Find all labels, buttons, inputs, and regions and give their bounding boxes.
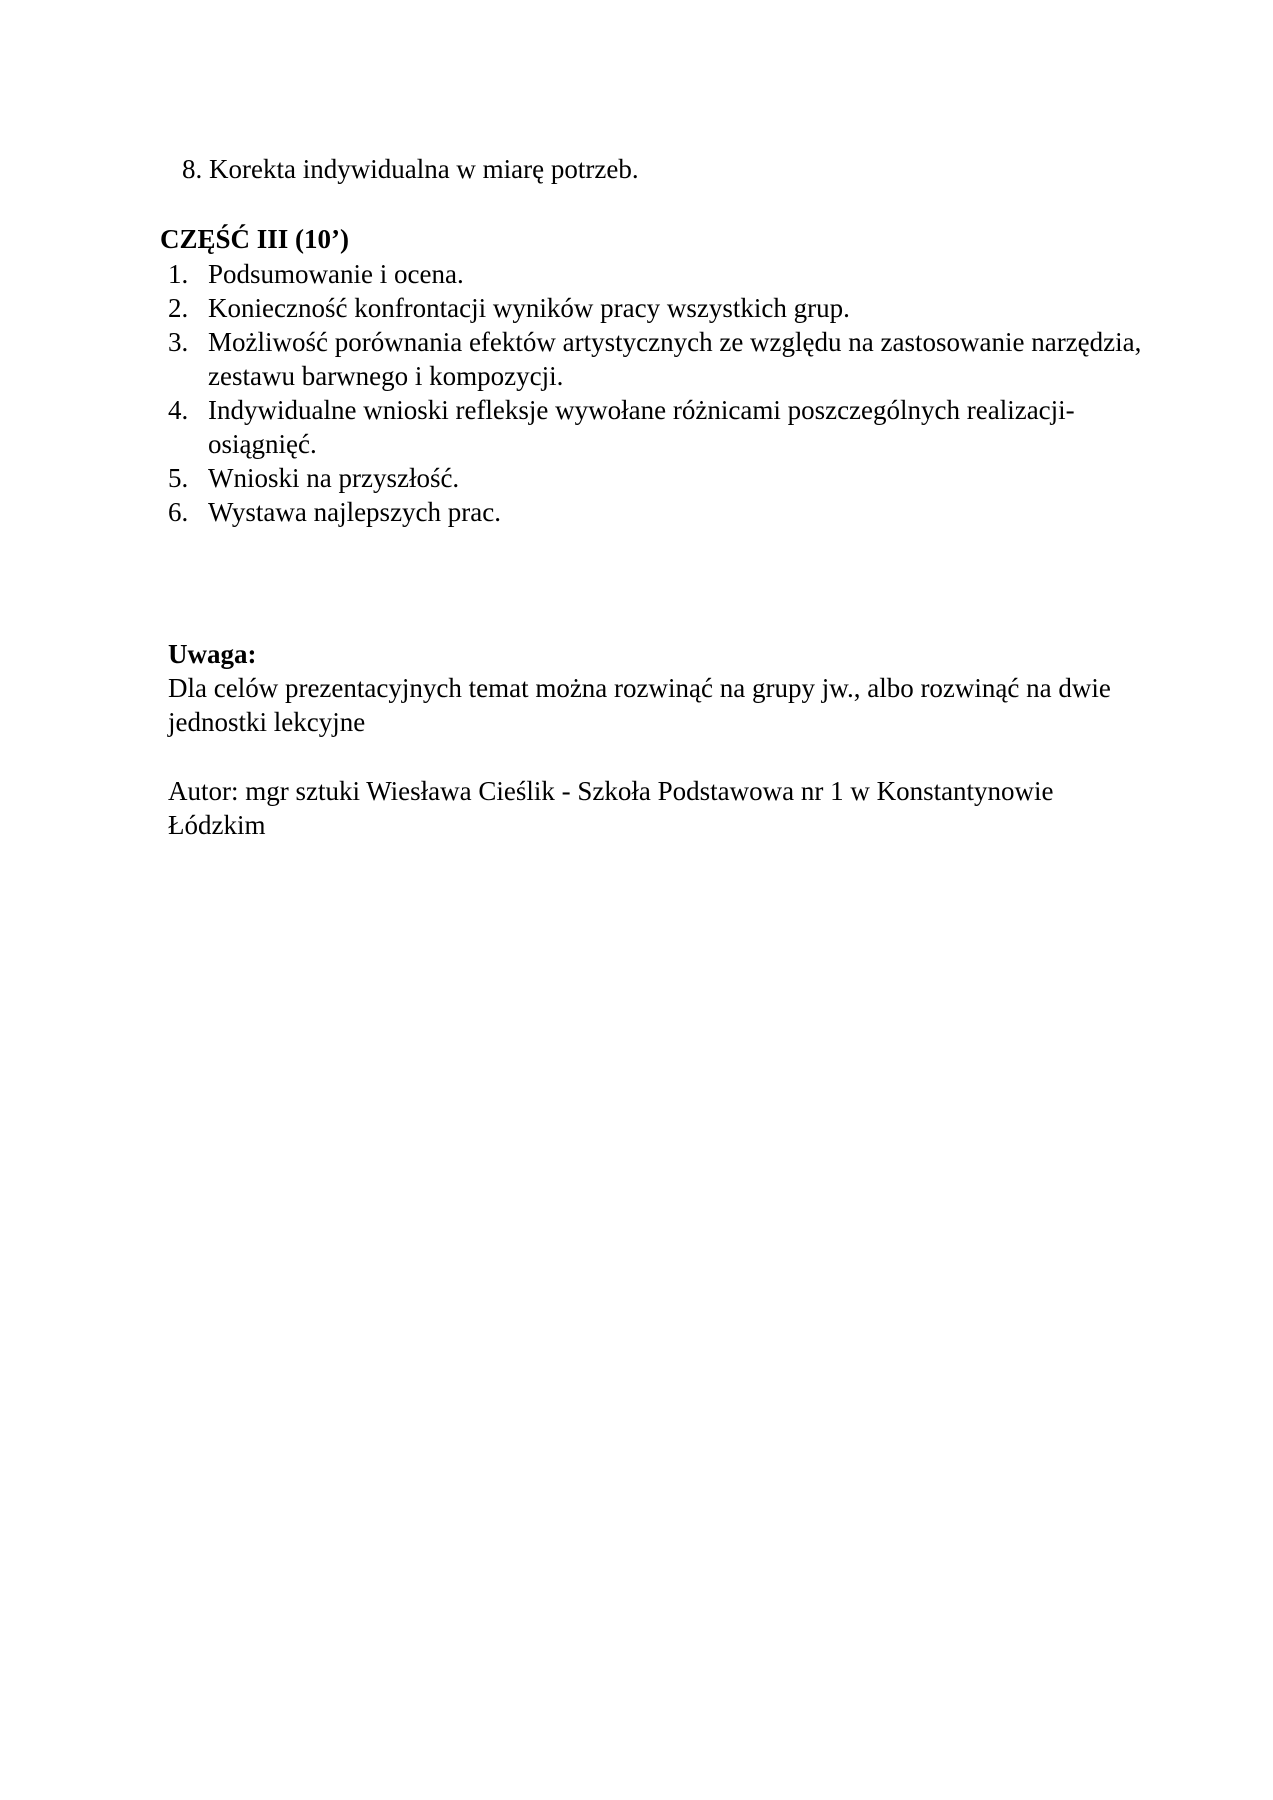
list-item-number: 6.: [168, 497, 189, 527]
note-block: [168, 637, 1128, 739]
list-item-text: Podsumowanie i ocena.: [208, 259, 464, 289]
list-item-number: 8.: [182, 154, 203, 184]
list-item: [160, 291, 1160, 325]
section-list: [160, 257, 1160, 529]
note-heading: Uwaga:: [168, 639, 257, 669]
list-item: [160, 495, 1160, 529]
list-item-number: 1.: [168, 259, 189, 289]
list-item-previous: [182, 152, 639, 186]
list-item-text: Korekta indywidualna w miarę potrzeb.: [209, 154, 639, 184]
list-item-number: 4.: [168, 395, 189, 425]
list-item-text: Indywidualne wnioski refleksje wywołane różnicami poszczególnych realizacji- osiągnięć.: [208, 395, 1075, 459]
list-item-text: Konieczność konfrontacji wyników pracy wszystkich grup.: [208, 293, 850, 323]
list-item-number: 3.: [168, 327, 189, 357]
author-line: Autor: mgr sztuki Wiesława Cieślik - Szkoła Podstawowa nr 1 w Konstantynowie Łódzkim: [168, 776, 1054, 840]
section-heading: CZĘŚĆ III (10’): [160, 224, 350, 254]
list-item-number: 5.: [168, 463, 189, 493]
list-item: [160, 461, 1160, 495]
list-item: [160, 257, 1160, 291]
list-item: [160, 393, 1160, 461]
note-body: Dla celów prezentacyjnych temat można rozwinąć na grupy jw., albo rozwinąć na dwie jednostki lekcyjne: [168, 673, 1111, 737]
list-item-number: 2.: [168, 293, 189, 323]
list-item-text: Możliwość porównania efektów artystycznych ze względu na zastosowanie narzędzia, zestawu barwnego i kompozycji.: [208, 327, 1142, 391]
list-item-text: Wystawa najlepszych prac.: [208, 497, 501, 527]
list-item-text: Wnioski na przyszłość.: [208, 463, 460, 493]
list-item: [160, 325, 1160, 393]
